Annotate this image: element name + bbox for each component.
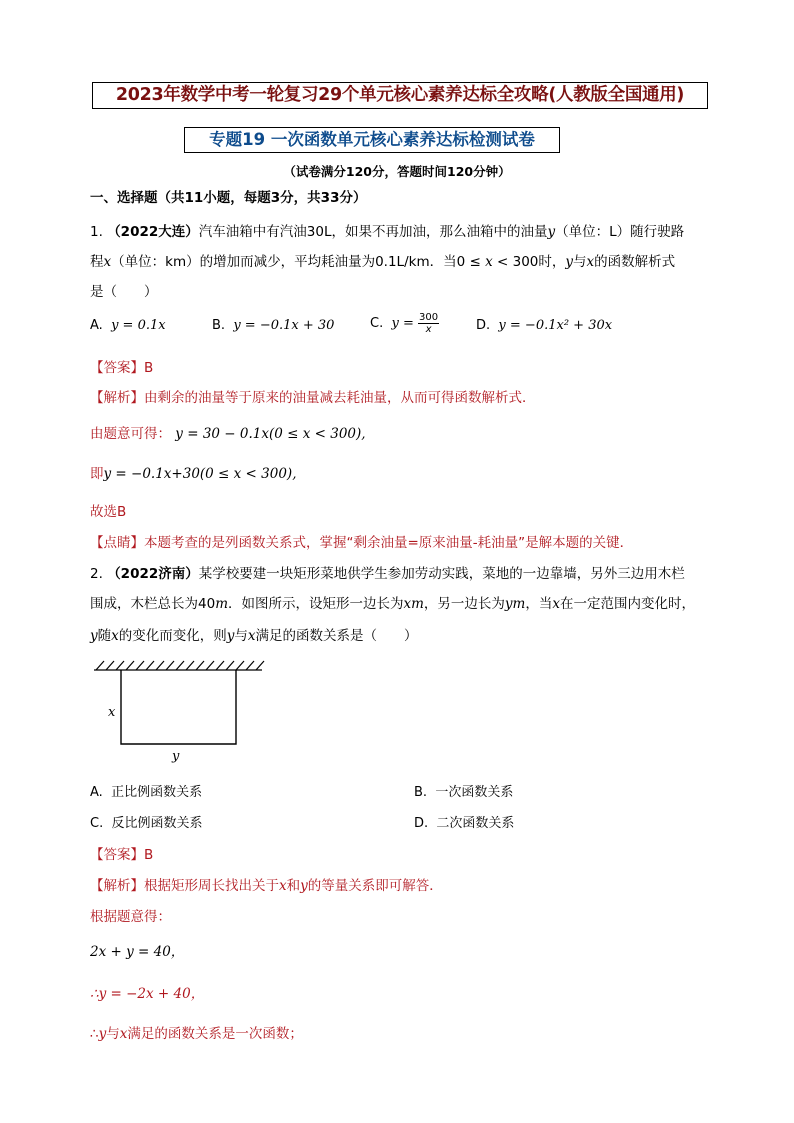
q2-ym: ym: [504, 596, 526, 612]
q1-analysis-text: 由剩余的油量等于原来的油量减去耗油量，从而可得函数解析式．: [144, 390, 536, 406]
q2-line-3: [90, 624, 418, 644]
q1-option-a-label: A.: [90, 318, 103, 333]
q2-analysis-a: 根据矩形周长找出关于: [144, 878, 279, 894]
q2-analysis-b: 和: [286, 878, 301, 894]
q1-comment-text: 本题考查的是列函数关系式，掌握“剩余油量=原来油量-耗油量”是解本题的关键．: [144, 535, 634, 551]
q2-eq2-text: ∴y = −2x + 40，: [90, 986, 205, 1002]
q1-option-b-text: y = −0.1x + 30: [233, 318, 335, 333]
q2-eq-3: [90, 1022, 303, 1042]
q2-analysis-tag: 【解析】: [90, 878, 144, 894]
q2-number: 2.: [90, 566, 103, 582]
q2-line3-c: 与: [234, 628, 248, 644]
q1-var-x: x: [103, 254, 112, 270]
q2-text: 某学校要建一块矩形菜地供学生参加劳动实践，菜地的一边靠墙，另外三边用木栏: [198, 566, 685, 582]
q1-source: （2022大连）: [107, 224, 199, 240]
q2-source: （2022济南）: [107, 566, 199, 582]
q1-var-x-2: x: [485, 254, 493, 270]
q2-option-c-text: 反比例函数关系: [111, 816, 203, 831]
q1-option-d-text: y = −0.1x² + 30x: [498, 318, 613, 333]
q1-step-2: [90, 462, 297, 482]
exam-info: （试卷满分120分，答题时间120分钟）: [283, 164, 511, 179]
q2-var-x-3: x: [247, 628, 256, 644]
q1-line2-a: 程: [90, 254, 104, 270]
fig-label-y: y: [172, 749, 180, 764]
q2-var-x: x: [552, 596, 560, 612]
q2-answer: 【答案】B: [90, 847, 154, 863]
q2-analysis: [90, 874, 443, 894]
q2-eq1-text: 2x + y = 40，: [90, 944, 185, 960]
q1-comment-tag: 【点睛】: [90, 535, 144, 551]
q1-number: 1.: [90, 224, 103, 240]
q2-line2-b: ．如图所示，设矩形一边长为: [228, 596, 404, 612]
q1-step1-eq: y = 30 − 0.1x(0 ≤ x < 300),: [175, 426, 366, 442]
q2-analysis-y: y: [300, 878, 308, 894]
q1-line-1: [90, 220, 684, 240]
q2-eq-1: [90, 940, 184, 960]
q2-option-d-label: D.: [414, 816, 429, 831]
q1-option-d: [476, 318, 612, 333]
q2-eq-2: [90, 982, 204, 1002]
q2-line3-b: 的变化而变化，则: [118, 628, 227, 644]
q2-option-a-text: 正比例函数关系: [111, 785, 203, 800]
q2-xm: xm: [403, 596, 424, 612]
q2-line3-a: 随: [97, 628, 112, 644]
q1-step-1: [90, 422, 366, 442]
q1-step2-label: 即: [90, 466, 104, 482]
q2-option-b-text: 一次函数关系: [435, 785, 514, 800]
q1-var-x-3: x: [586, 254, 595, 270]
q1-option-c-fraction: [418, 312, 439, 335]
q2-var-y-2: y: [226, 628, 235, 644]
q1-line2-b: （单位：km）的增加而减少，平均耗油量为0.1L/km．当0 ≤: [111, 254, 486, 270]
document-title: 2023年数学中考一轮复习29个单元核心素养达标全攻略(人教版全国通用): [92, 82, 708, 109]
q2-figure: [92, 656, 267, 766]
q1-answer: 【答案】B: [90, 360, 154, 376]
q2-option-c: [90, 812, 203, 831]
q2-option-c-label: C.: [90, 816, 104, 831]
q2-line2-a: 围成，木栏总长为40: [90, 596, 216, 612]
q2-line-1: [90, 562, 685, 582]
q1-line-3: 是（ ）: [90, 284, 158, 300]
q2-line2-e: 在一定范围内变化时，: [559, 596, 695, 612]
fig-label-x: x: [108, 705, 116, 720]
q1-var-y: y: [547, 224, 556, 240]
q2-step-1: 根据题意得：: [90, 909, 171, 925]
q1-analysis: [90, 386, 536, 406]
q1-line2-c: < 300时，: [492, 254, 566, 270]
q2-option-b-label: B.: [414, 785, 428, 800]
q1-line-2: [90, 250, 675, 270]
q1-comment: [90, 531, 633, 551]
q1-var-y-2: y: [565, 254, 574, 270]
q2-line-2: [90, 592, 695, 612]
q2-eq3-c: 满足的函数关系是一次函数；: [127, 1026, 303, 1042]
q1-option-c-numerator: 300: [419, 312, 439, 323]
q2-line3-d: 满足的函数关系是（ ）: [255, 628, 418, 644]
q2-eq3-x: x: [119, 1026, 128, 1042]
q1-option-c-lhs: y =: [391, 316, 414, 331]
q1-option-c-denominator: x: [425, 324, 432, 335]
q1-step1-label: 由题意可得：: [90, 426, 171, 442]
q1-step2-eq: y = −0.1x+30(0 ≤ x < 300),: [103, 466, 297, 482]
section-heading: 一、选择题（共11小题，每题3分，共33分）: [90, 190, 367, 206]
q1-option-a-text: y = 0.1x: [111, 318, 166, 333]
q2-var-x-2: x: [111, 628, 119, 644]
q1-option-c-label: C.: [370, 316, 384, 331]
q1-line2-e: 的函数解析式: [594, 254, 676, 270]
q2-unit-m: m: [215, 596, 228, 612]
q1-option-a: [90, 318, 166, 333]
document-subtitle: 专题19 一次函数单元核心素养达标检测试卷: [184, 127, 560, 153]
q1-option-b: [212, 318, 334, 333]
q1-text-b: （单位：L）随行驶路: [555, 224, 685, 240]
q1-option-c: [370, 312, 439, 335]
q2-eq3-therefore: ∴: [90, 1026, 99, 1042]
q2-analysis-c: 的等量关系即可解答．: [307, 878, 443, 894]
q2-line2-d: ，当: [525, 596, 553, 612]
q1-conclusion: 故选B: [90, 504, 127, 520]
q2-var-y: y: [90, 628, 98, 644]
fence-rectangle: [121, 670, 236, 744]
q2-option-a-label: A.: [90, 785, 103, 800]
q1-text: 汽车油箱中有汽油30L，如果不再加油，那么油箱中的油量: [198, 224, 548, 240]
q2-eq3-b: 与: [106, 1026, 120, 1042]
wall-hatch: [94, 661, 264, 670]
q2-eq3-y: y: [98, 1026, 107, 1042]
q2-line2-c: ，另一边长为: [423, 596, 505, 612]
q2-analysis-x: x: [279, 878, 287, 894]
q2-option-d-text: 二次函数关系: [436, 816, 515, 831]
q2-option-d: [414, 812, 514, 831]
q1-option-b-label: B.: [212, 318, 226, 333]
q2-option-b: [414, 781, 513, 800]
q2-option-a: [90, 781, 202, 800]
q1-analysis-tag: 【解析】: [90, 390, 144, 406]
q1-line2-d: 与: [573, 254, 587, 270]
q1-option-d-label: D.: [476, 318, 491, 333]
